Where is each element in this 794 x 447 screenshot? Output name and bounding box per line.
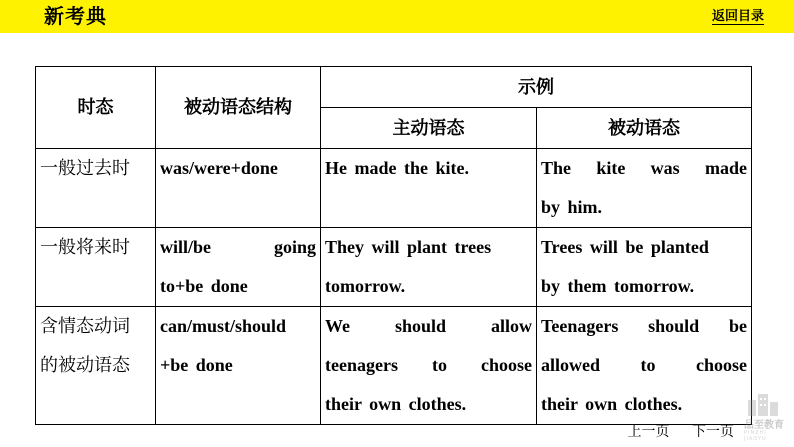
- watermark-logo: [730, 390, 790, 445]
- header-active: 主动语态: [321, 108, 537, 149]
- watermark-text: 品至教育: [744, 420, 784, 431]
- active-cell: [321, 228, 537, 307]
- table-row: [36, 149, 752, 228]
- structure-line: can/must/should: [160, 316, 287, 336]
- passive-line: allowed to choose: [541, 355, 747, 375]
- passive-line: Teenagers should be: [541, 316, 747, 336]
- table-header-row: [36, 67, 752, 108]
- passive-line: Trees will be planted: [541, 237, 709, 257]
- active-line: We should allow: [325, 316, 532, 336]
- passive-cell: [537, 228, 752, 307]
- table-row: [36, 228, 752, 307]
- tense-cell: 一般将来时: [36, 228, 156, 307]
- brand-title: 新考典: [44, 4, 107, 28]
- header-example: 示例: [321, 67, 752, 108]
- prev-page-button[interactable]: 上一页: [627, 424, 670, 440]
- active-line: tomorrow.: [325, 276, 406, 296]
- passive-cell: [537, 149, 752, 228]
- active-line: teenagers to choose: [325, 355, 532, 375]
- structure-cell: [156, 307, 321, 425]
- back-to-contents-label: 返回目录: [711, 9, 764, 24]
- next-page-button[interactable]: 下一页: [692, 424, 734, 440]
- structure-cell: [156, 228, 321, 307]
- structure-cell: was/were+done: [156, 149, 321, 228]
- passive-line: The kite was made: [541, 158, 747, 178]
- header-passive: 被动语态: [537, 108, 752, 149]
- tense-line: 含情态动词: [40, 316, 130, 337]
- active-line: They will plant trees: [325, 237, 492, 257]
- building-icon: [744, 390, 784, 418]
- header-structure: 被动语态结构: [156, 67, 321, 149]
- table-row: [36, 307, 752, 425]
- structure-line: will/be going: [160, 237, 316, 257]
- active-line: their own clothes.: [325, 394, 467, 414]
- passive-line: their own clothes.: [541, 394, 683, 414]
- back-to-contents-button[interactable]: [712, 8, 764, 26]
- tense-cell: 一般过去时: [36, 149, 156, 228]
- structure-line: +be done: [160, 355, 233, 375]
- passive-cell: [537, 307, 752, 425]
- active-cell: He made the kite.: [321, 149, 537, 228]
- passive-line: by him.: [541, 197, 603, 217]
- structure-line: to+be done: [160, 276, 248, 296]
- page-navigation: [610, 421, 734, 441]
- header-tense: 时态: [36, 67, 156, 149]
- tense-cell: [36, 307, 156, 425]
- passive-voice-table: [35, 66, 752, 425]
- passive-line: by them tomorrow.: [541, 276, 695, 296]
- tense-line: 的被动语态: [40, 355, 130, 376]
- active-cell: [321, 307, 537, 425]
- top-bar: [0, 0, 794, 33]
- watermark-subtext: PINZHI JIAOYU: [744, 430, 767, 442]
